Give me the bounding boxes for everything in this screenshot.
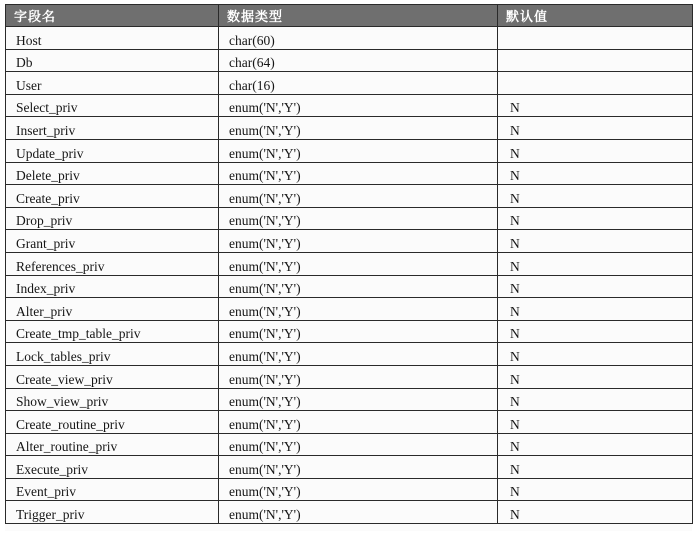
data-type-cell: enum('N','Y') (219, 433, 498, 456)
data-type-cell: enum('N','Y') (219, 207, 498, 230)
table-header (6, 5, 693, 27)
table-body (6, 27, 693, 524)
data-type-cell: enum('N','Y') (219, 252, 498, 275)
data-type-cell: enum('N','Y') (219, 117, 498, 140)
field-name-cell: Create_priv (6, 185, 219, 208)
table-row (6, 275, 693, 298)
field-name-cell: User (6, 72, 219, 95)
table-row (6, 252, 693, 275)
default-value-cell (498, 72, 693, 95)
table-row (6, 501, 693, 524)
table-row (6, 411, 693, 434)
default-value-cell: N (498, 365, 693, 388)
default-value-cell: N (498, 478, 693, 501)
field-name-cell: Create_tmp_table_priv (6, 320, 219, 343)
table-row (6, 230, 693, 253)
field-name-cell: Alter_routine_priv (6, 433, 219, 456)
data-type-cell: enum('N','Y') (219, 478, 498, 501)
default-value-cell: N (498, 162, 693, 185)
default-value-cell: N (498, 117, 693, 140)
data-type-cell: enum('N','Y') (219, 456, 498, 479)
table-row (6, 365, 693, 388)
data-type-cell: enum('N','Y') (219, 298, 498, 321)
data-type-cell: enum('N','Y') (219, 275, 498, 298)
table-row (6, 162, 693, 185)
data-type-cell: enum('N','Y') (219, 501, 498, 524)
field-name-cell: Index_priv (6, 275, 219, 298)
table-row (6, 72, 693, 95)
default-value-cell: N (498, 298, 693, 321)
data-type-cell: enum('N','Y') (219, 94, 498, 117)
default-value-cell: N (498, 411, 693, 434)
field-name-cell: Select_priv (6, 94, 219, 117)
table-row (6, 117, 693, 140)
privilege-table (5, 4, 693, 524)
default-value-cell: N (498, 343, 693, 366)
data-type-cell: enum('N','Y') (219, 230, 498, 253)
default-value-cell: N (498, 275, 693, 298)
table-row (6, 49, 693, 72)
data-type-cell: enum('N','Y') (219, 162, 498, 185)
field-name-cell: Insert_priv (6, 117, 219, 140)
default-value-cell: N (498, 185, 693, 208)
default-value-cell: N (498, 230, 693, 253)
field-name-cell: Grant_priv (6, 230, 219, 253)
default-value-cell: N (498, 433, 693, 456)
table-row (6, 27, 693, 50)
table-row (6, 343, 693, 366)
data-type-cell: char(16) (219, 72, 498, 95)
default-value-cell (498, 49, 693, 72)
table-row (6, 433, 693, 456)
header-row (6, 5, 693, 27)
table-row (6, 139, 693, 162)
field-name-cell: Alter_priv (6, 298, 219, 321)
table-row (6, 388, 693, 411)
field-name-cell: Drop_priv (6, 207, 219, 230)
data-type-cell: enum('N','Y') (219, 185, 498, 208)
table-row (6, 94, 693, 117)
field-name-cell: Host (6, 27, 219, 50)
field-name-cell: Event_priv (6, 478, 219, 501)
table-row (6, 478, 693, 501)
field-name-cell: Delete_priv (6, 162, 219, 185)
field-name-cell: References_priv (6, 252, 219, 275)
header-data-type: 数据类型 (219, 5, 498, 27)
data-type-cell: enum('N','Y') (219, 343, 498, 366)
data-type-cell: enum('N','Y') (219, 388, 498, 411)
data-type-cell: char(64) (219, 49, 498, 72)
field-name-cell: Trigger_priv (6, 501, 219, 524)
field-name-cell: Lock_tables_priv (6, 343, 219, 366)
table-row (6, 320, 693, 343)
data-type-cell: enum('N','Y') (219, 320, 498, 343)
table-row (6, 456, 693, 479)
document-page (5, 4, 692, 531)
field-name-cell: Execute_priv (6, 456, 219, 479)
data-type-cell: enum('N','Y') (219, 365, 498, 388)
header-field-name: 字段名 (6, 5, 219, 27)
header-default-value: 默认值 (498, 5, 693, 27)
default-value-cell (498, 27, 693, 50)
table-row (6, 207, 693, 230)
default-value-cell: N (498, 139, 693, 162)
data-type-cell: enum('N','Y') (219, 139, 498, 162)
data-type-cell: char(60) (219, 27, 498, 50)
table-row (6, 298, 693, 321)
default-value-cell: N (498, 94, 693, 117)
field-name-cell: Show_view_priv (6, 388, 219, 411)
field-name-cell: Update_priv (6, 139, 219, 162)
data-type-cell: enum('N','Y') (219, 411, 498, 434)
field-name-cell: Create_view_priv (6, 365, 219, 388)
default-value-cell: N (498, 456, 693, 479)
table-row (6, 185, 693, 208)
default-value-cell: N (498, 320, 693, 343)
field-name-cell: Db (6, 49, 219, 72)
default-value-cell: N (498, 388, 693, 411)
default-value-cell: N (498, 252, 693, 275)
field-name-cell: Create_routine_priv (6, 411, 219, 434)
default-value-cell: N (498, 207, 693, 230)
default-value-cell: N (498, 501, 693, 524)
